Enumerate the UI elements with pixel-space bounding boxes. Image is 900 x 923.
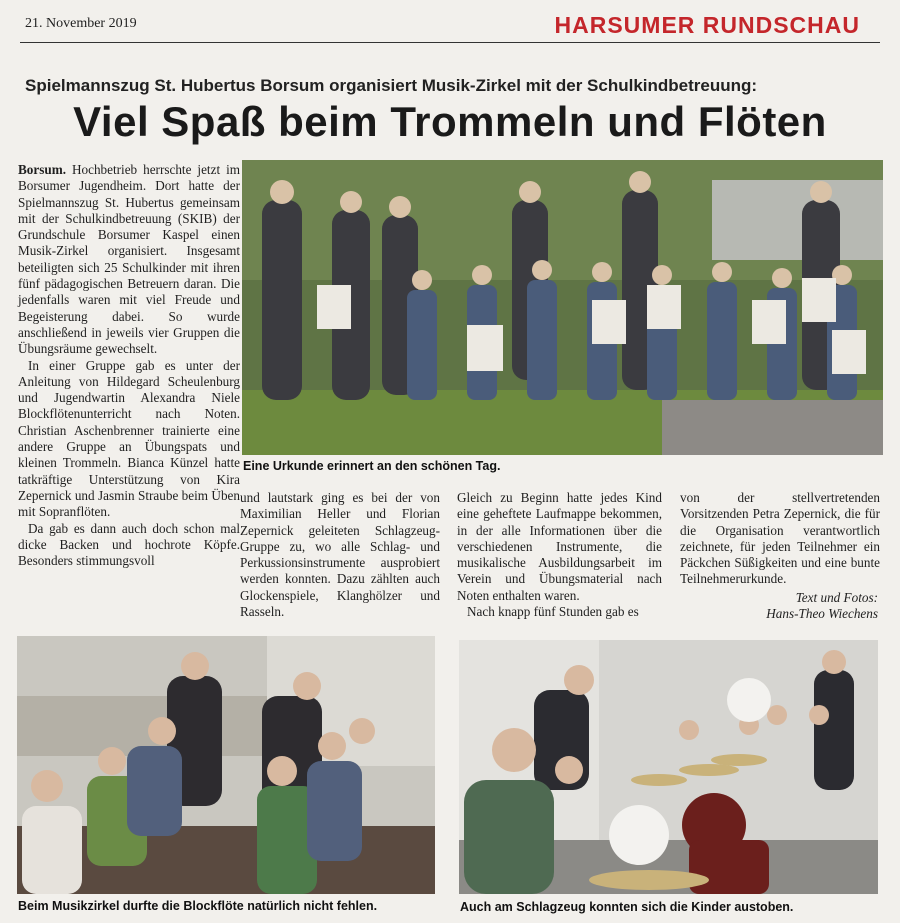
drums-photo (459, 640, 878, 894)
article-kicker: Spielmannszug St. Hubertus Borsum organisiert Musik-Zirkel mit der Schulkindbetreuung: (25, 76, 758, 95)
credit-author: Hans-Theo Wiechens (766, 606, 878, 622)
paragraph-1 (18, 162, 240, 358)
recorder-photo-caption: Beim Musikzirkel durfte die Blockflöte natürlich nicht fehlen. (18, 899, 378, 913)
paragraph-2: In einer Gruppe gab es unter der Anleitung von Hildegard Scheulenburg und Jugendwartin Alexandra Niele Blockflötenunterricht nach Noten. Christian Aschenbrenner trainierte eine andere Gruppe an Übungspats und kleinen Trommeln. Bianca Künzel hatte tatkräftige Unterstützung von Kira Zepernick und Jasmin Straube beim Üben mit Sopranflöten. (18, 357, 240, 520)
article-headline: Viel Spaß beim Trommeln und Flöten (73, 98, 827, 145)
group-photo (242, 160, 883, 455)
text-column-2 (240, 490, 440, 620)
text-column-4 (680, 490, 880, 588)
masthead: HARSUMER RUNDSCHAU (554, 12, 860, 38)
photo-credit (680, 590, 878, 623)
recorder-photo (17, 636, 435, 894)
paragraph-6: Nach knapp fünf Stunden gab es (467, 604, 639, 620)
dateline: Borsum. (18, 162, 66, 177)
credit-label: Text und Fotos: (795, 590, 878, 605)
paragraph-5: Gleich zu Beginn hatte jedes Kind eine geheftete Laufmappe bekommen, in der alle Informationen über die verschiedenen Instrumente, die musikalische Ausbildungsarbeit im Verein und Übungsmaterial nach Noten enthalten waren. (457, 490, 662, 603)
paragraph-4: und lautstark ging es bei der von Maximilian Heller und Florian Zepernick geleiteten Schlagzeug-Gruppe zu, wo alle Schlag- und Perkussionsinstrumente ausprobiert werden konnten. Dazu zählten auch Glockenspiele, Klanghölzer und Rasseln. (240, 490, 440, 620)
drums-photo-caption: Auch am Schlagzeug konnten sich die Kinder austoben. (460, 900, 794, 914)
paragraph-1-text: Hochbetrieb herrschte jetzt im Borsumer Jugendheim. Dort hatte der Spielmannszug St. Hubertus gemeinsam mit der Schulkindbetreuung (SKIB) der Grundschule Borsumer Kaspel einen Musik-Zirkel organisiert. Insgesamt beteiligten sich 25 Schulkinder mit ihren fünf pädagogischen Betreuern daran. Die jedenfalls waren mit viel Freude und Begeisterung dabei. So wurde anschließend in jeweils vier Gruppen die Übungsräume gewechselt. (18, 162, 240, 357)
paragraph-7: von der stellvertretenden Vorsitzenden Petra Zepernick, die für die Organisation verantwortlich zeichnete, für jeden Teilnehmer ein Päckchen Süßigkeiten und eine bunte Teilnehmerurkunde. (680, 490, 880, 587)
text-column-3 (457, 490, 662, 620)
group-photo-caption: Eine Urkunde erinnert an den schönen Tag. (243, 459, 501, 473)
paragraph-3: Da gab es dann auch doch schon mal dicke Backen und hochrote Köpfe. Besonders stimmungsvoll (18, 520, 240, 569)
issue-date: 21. November 2019 (25, 16, 137, 31)
text-column-1 (18, 162, 240, 569)
header-rule (20, 42, 880, 43)
